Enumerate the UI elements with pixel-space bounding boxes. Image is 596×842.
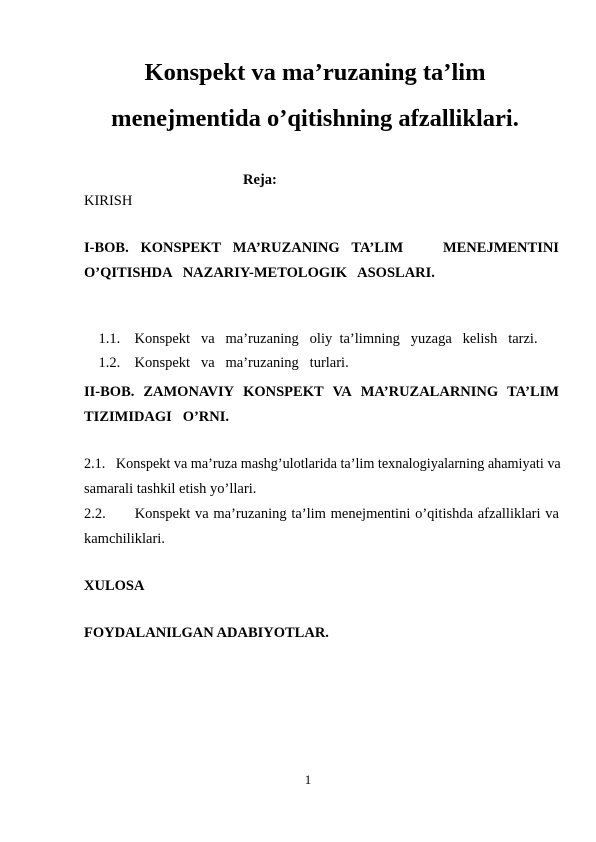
references-heading: FOYDALANILGAN ADABIYOTLAR. bbox=[84, 625, 329, 641]
chapter1-word: KONSPEKT bbox=[140, 240, 222, 256]
section-2-2-word: menejmentini bbox=[330, 506, 411, 522]
section-2-2-word: va bbox=[545, 506, 559, 522]
section-2-2-word: o’qitishda bbox=[415, 506, 474, 522]
section-text: Konspekt va ma’ruzaning oliy ta’limning yuzaga kelish tarzi. bbox=[134, 331, 538, 347]
page-number: 1 bbox=[304, 772, 312, 787]
chapter2-word: MA’RUZALARNING bbox=[360, 384, 499, 400]
section-2-2-word: Konspekt bbox=[134, 506, 191, 522]
section-2-1-line-1: 2.1. Konspekt va ma’ruza mashg’ulotlarida ta’lim texnalogiyalarning ahamiyati va bbox=[84, 456, 561, 472]
chapter1-word: MA’RUZANING bbox=[232, 240, 340, 256]
section-2-1-line-2: samarali tashkil etish yo’llari. bbox=[84, 481, 257, 497]
chapter2-word: TA’LIM bbox=[507, 384, 559, 400]
chapter1-word: TA’LIM bbox=[351, 240, 404, 256]
document-title-line-2: menejmentida o’qitishning afzalliklari. bbox=[111, 105, 519, 132]
section-2-2-word: ma’ruzaning bbox=[213, 506, 287, 522]
chapter2-word: ZAMONAVIY bbox=[143, 384, 235, 400]
chapter1-word: MENEJMENTINI bbox=[442, 240, 559, 256]
section-number: 1.2. bbox=[98, 355, 121, 371]
chapter2-word: II-BOB. bbox=[84, 384, 135, 400]
section-2-2-word: afzalliklari bbox=[477, 506, 541, 522]
chapter1-word: I-BOB. bbox=[84, 240, 129, 256]
section-2-2-line-2: kamchiliklari. bbox=[84, 531, 165, 547]
chapter2-heading-line-1 bbox=[84, 383, 559, 401]
section-number: 1.1. bbox=[98, 331, 121, 347]
chapter2-word: VA bbox=[332, 384, 352, 400]
chapter2-word: KONSPEKT bbox=[243, 384, 324, 400]
section-text: Konspekt va ma’ruzaning turlari. bbox=[134, 355, 349, 371]
conclusion-heading: XULOSA bbox=[84, 578, 145, 594]
section-1-2 bbox=[84, 336, 559, 390]
document-title-line-1: Konspekt va ma’ruzaning ta’lim bbox=[144, 59, 486, 86]
intro-heading: KIRISH bbox=[84, 193, 133, 209]
chapter2-heading-line-2: TIZIMIDAGI O’RNI. bbox=[84, 409, 230, 425]
section-number: 2.2. bbox=[84, 506, 106, 522]
section-2-2-line-1 bbox=[84, 505, 559, 523]
chapter1-heading-line-1 bbox=[84, 239, 559, 257]
section-2-2-word: ta’lim bbox=[291, 506, 326, 522]
chapter1-heading-line-2: O’QITISHDA NAZARIY-METOLOGIK ASOSLARI. bbox=[84, 265, 435, 281]
section-2-2-word: va bbox=[194, 506, 209, 522]
plan-heading: Reja: bbox=[243, 172, 277, 188]
